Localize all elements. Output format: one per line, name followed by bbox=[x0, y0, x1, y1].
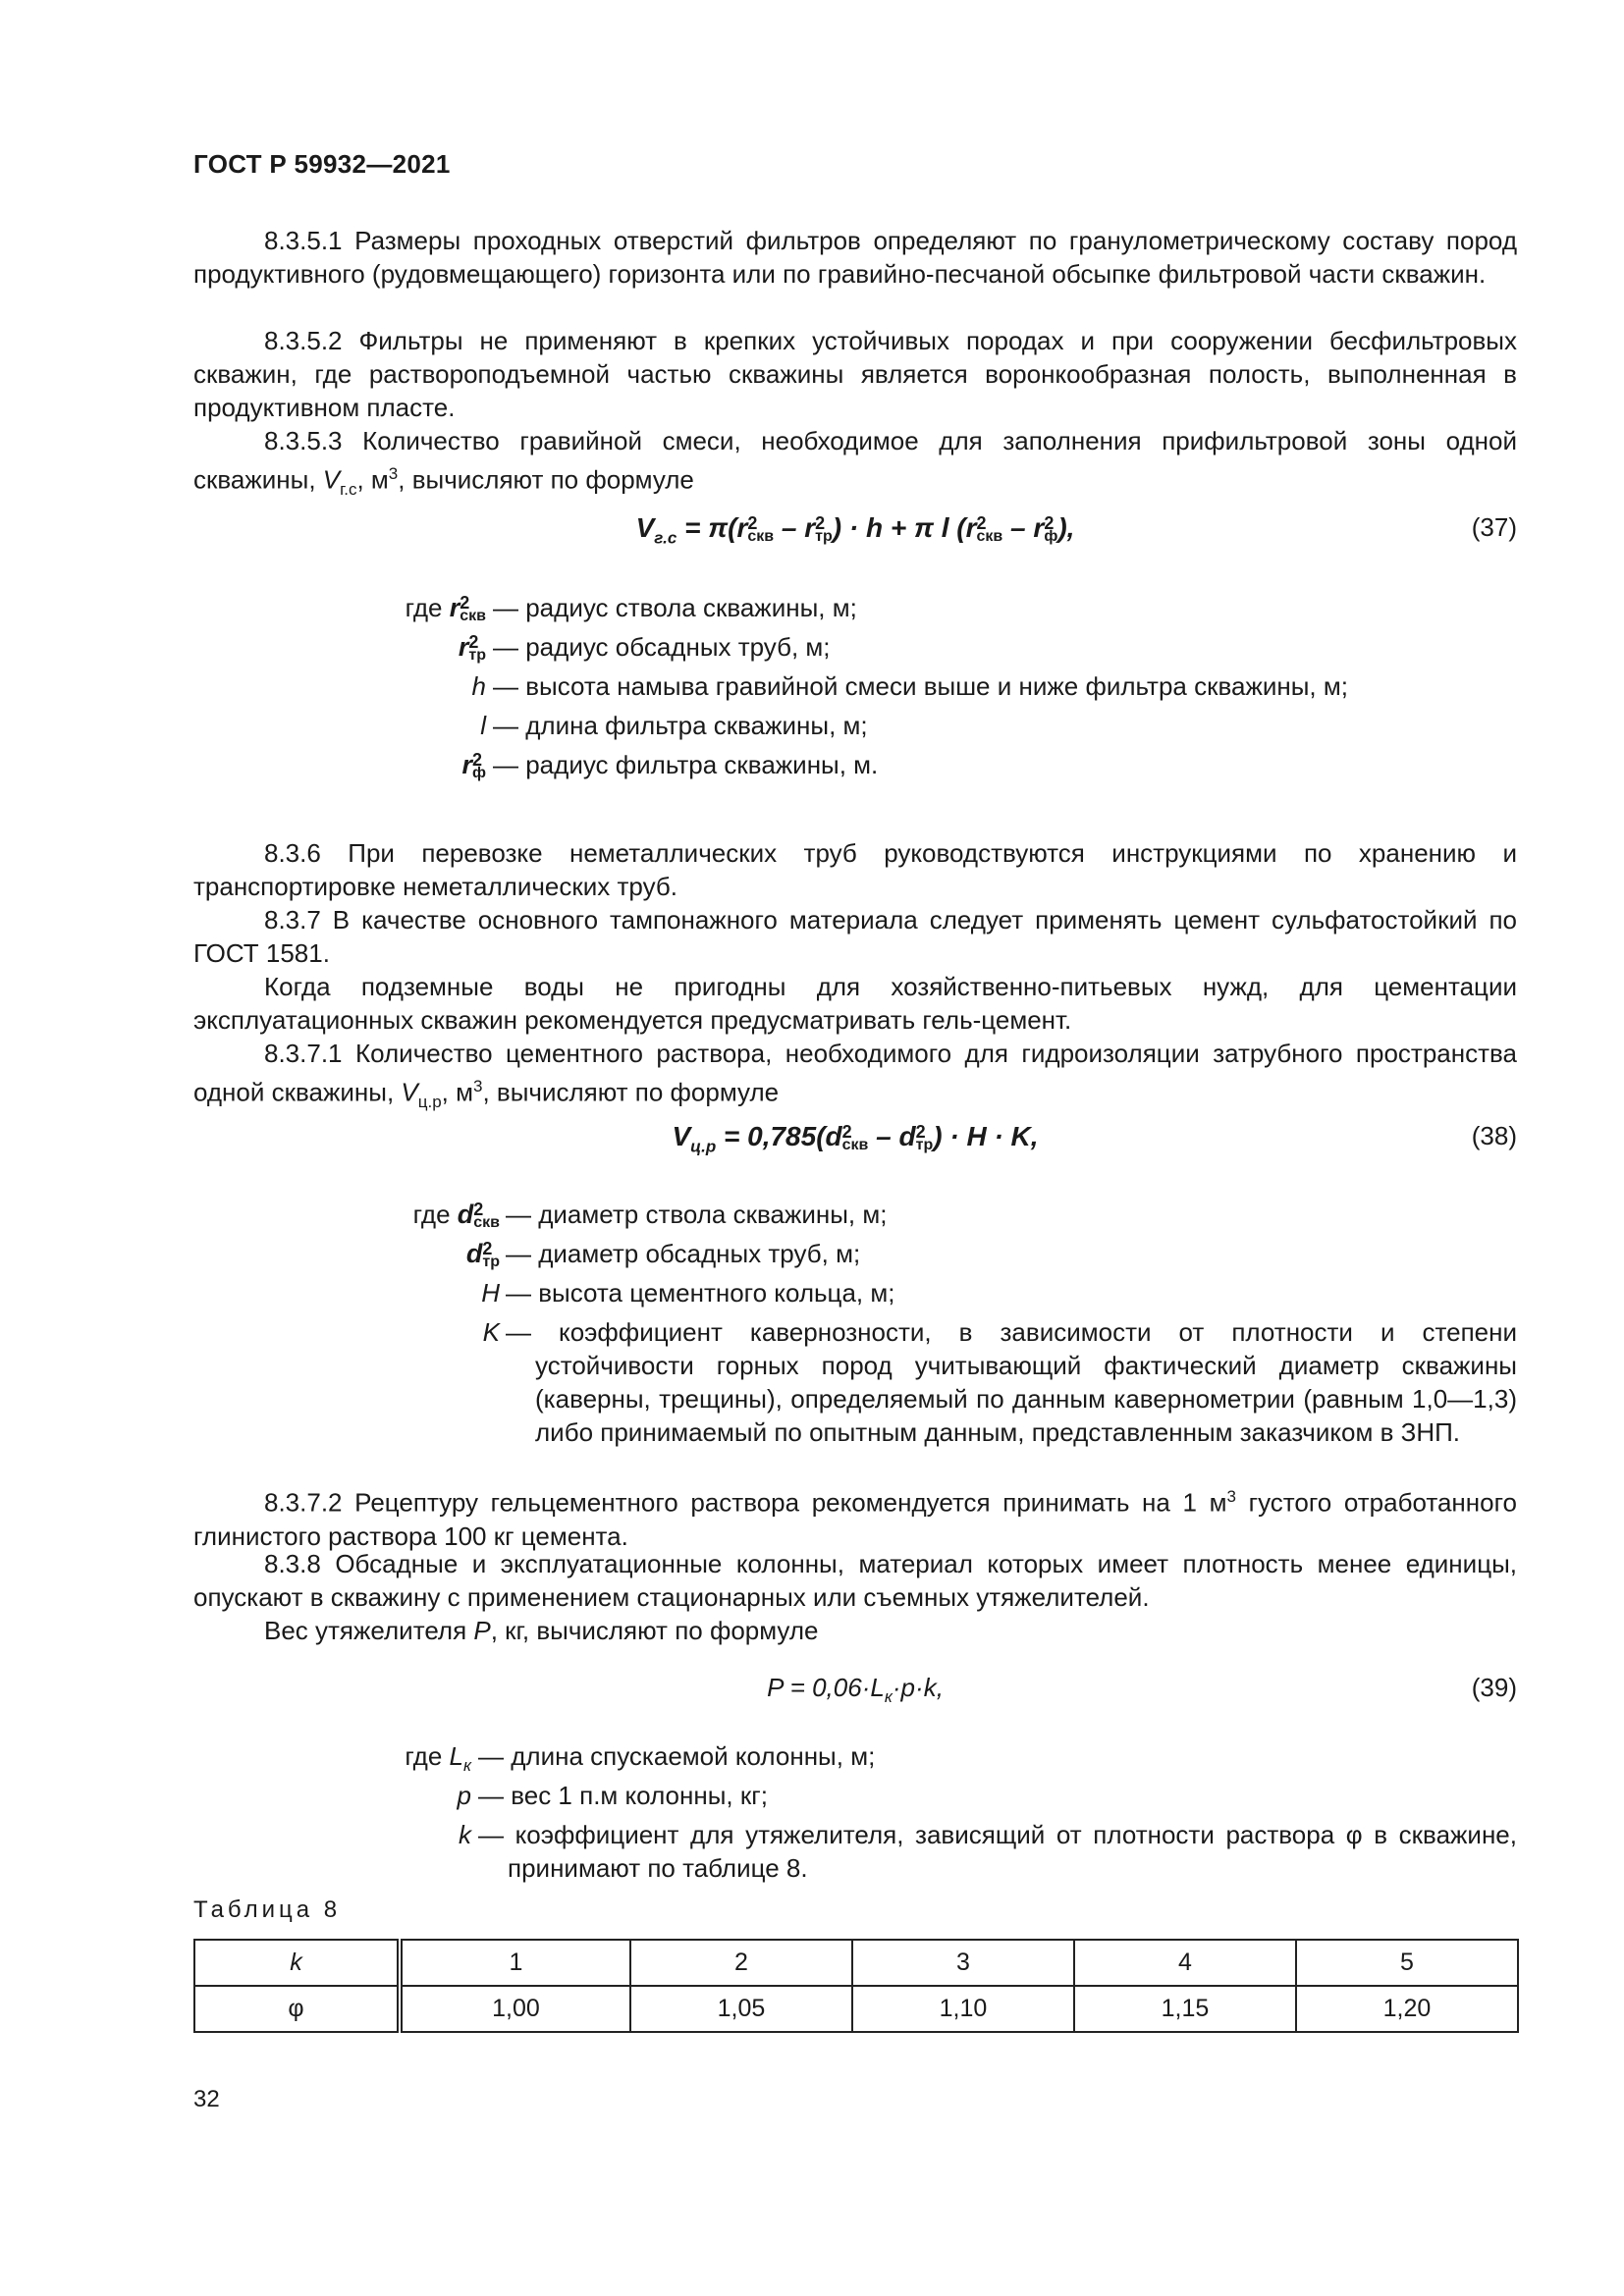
formula-38-number: (38) bbox=[1471, 1121, 1517, 1150]
where-item: K — коэффициент кавернозности, в зависимости от плотности и степени устойчивости горных пород учитывающий фактический диаметр скважины (каверны, трещины), определяемый по данным кавернометрии (равным 1,0—1,3) либо принимаемый по опытным данным, представленным заказчиком в ЗНП. bbox=[482, 1317, 1517, 1447]
table-cell: 1,05 bbox=[630, 1986, 852, 2032]
table-cell: 1,00 bbox=[400, 1986, 630, 2032]
where-item: r 2 тр — радиус обсадных труб, м; bbox=[458, 632, 831, 665]
formula-39-number: (39) bbox=[1471, 1673, 1517, 1702]
paragraph-8-3-7-1: 8.3.7.1 Количество цементного раствора, необходимого для гидроизоляции затрубного пространства одной скважины, $V_{ц.р}$, $м^3$, вычисляют по формуле bbox=[193, 1039, 1517, 1111]
table-cell: φ bbox=[194, 1986, 400, 2032]
formula-38 bbox=[193, 1121, 1517, 1160]
table-cell: 1 bbox=[400, 1940, 630, 1986]
document-header: ГОСТ Р 59932—2021 bbox=[193, 149, 451, 179]
page-number: 32 bbox=[193, 2086, 220, 2112]
formula-39-expression: $P = 0,06\cdot L_к\cdot p\cdot k$, bbox=[767, 1673, 944, 1707]
table-cell: 1,10 bbox=[852, 1986, 1074, 2032]
where-item: r 2 ф — радиус фильтра скважины, м. bbox=[461, 750, 879, 782]
where-item: где r 2 скв — радиус ствола скважины, м; bbox=[405, 593, 857, 625]
where-list-38 bbox=[193, 1198, 1517, 1455]
table-cell: 1,20 bbox=[1296, 1986, 1518, 2032]
table-cell: 2 bbox=[630, 1940, 852, 1986]
table-8 bbox=[193, 1939, 1519, 2033]
paragraph-gel-cement: Когда подземные воды не пригодны для хозяйственно-питьевых нужд, для цементации эксплуатационных скважин рекомендуется предусматривать гель-цемент. bbox=[193, 972, 1517, 1035]
paragraph-8-3-5-2: 8.3.5.2 Фильтры не применяют в крепких устойчивых породах и при сооружении бесфильтровых скважин, где раствороподъемной частью скважины является воронкообразная полость, выполненная в продуктивном пласте. bbox=[193, 326, 1517, 422]
paragraph-8-3-7: 8.3.7 В качестве основного тампонажного материала следует применять цемент сульфатостойкий по ГОСТ 1581. bbox=[193, 905, 1517, 968]
where-item: p — вес 1 п.м колонны, кг; bbox=[457, 1781, 768, 1810]
where-item: k — коэффициент для утяжелителя, зависящий от плотности раствора φ в скважине, принимают по таблице 8. bbox=[459, 1820, 1517, 1883]
paragraph-8-3-6: 8.3.6 При перевозке неметаллических труб руководствуются инструкциями по хранению и транспортировке неметаллических труб. bbox=[193, 838, 1517, 901]
paragraph-8-3-5-3: 8.3.5.3 Количество гравийной смеси, необходимое для заполнения прифильтровой зоны одной скважины, $V_{г.с}$, $м^3$, вычисляют по формуле bbox=[193, 426, 1517, 499]
table-cell: 3 bbox=[852, 1940, 1074, 1986]
formula-37-expression: $V_{г.с} = \pi(r$ 2 скв – r 2 тр ) · h + π l (r 2 скв – r 2 ф ), bbox=[635, 512, 1075, 548]
formula-37-number: (37) bbox=[1471, 512, 1517, 542]
formula-38-expression: $V_{ц.р} = 0,785(d$ 2 скв – d 2 тр ) · H · K, bbox=[672, 1121, 1039, 1156]
where-item: d 2 тр — диаметр обсадных труб, м; bbox=[465, 1239, 861, 1271]
table-cell: 5 bbox=[1296, 1940, 1518, 1986]
paragraph-weight: Вес утяжелителя P, кг, вычисляют по формуле bbox=[264, 1616, 819, 1645]
table-cell: 1,15 bbox=[1074, 1986, 1296, 2032]
table-row bbox=[194, 1940, 1518, 1986]
where-item: где d 2 скв — диаметр ствола скважины, м; bbox=[412, 1200, 888, 1232]
where-item: H — высота цементного кольца, м; bbox=[481, 1278, 895, 1308]
where-item: h — высота намыва гравийной смеси выше и ниже фильтра скважины, м; bbox=[471, 671, 1348, 701]
table-cell: k bbox=[194, 1940, 400, 1986]
paragraph-8-3-7-2: 8.3.7.2 Рецептуру гельцементного раствора рекомендуется принимать на 1 $м^3$ густого отработанного глинистого раствора 100 кг цемента. bbox=[193, 1487, 1517, 1551]
formula-37 bbox=[193, 512, 1517, 552]
paragraph-8-3-8: 8.3.8 Обсадные и эксплуатационные колонны, материал которых имеет плотность менее единицы, опускают в скважину с применением стационарных или съемных утяжелителей. bbox=[193, 1549, 1517, 1612]
paragraph-8-3-5-1: 8.3.5.1 Размеры проходных отверстий фильтров определяют по гранулометрическому составу пород продуктивного (рудовмещающего) горизонта или по гравийно-песчаной обсыпке фильтровой части скважин. bbox=[193, 226, 1517, 289]
where-list-37 bbox=[193, 591, 1517, 787]
where-item: l — длина фильтра скважины, м; bbox=[480, 711, 868, 740]
table-cell: 4 bbox=[1074, 1940, 1296, 1986]
table-caption: Таблица 8 bbox=[193, 1896, 342, 1923]
table-row bbox=[194, 1986, 1518, 2032]
where-item: где $L_к$ — длина спускаемой колонны, м; bbox=[405, 1741, 876, 1776]
where-list-39 bbox=[193, 1739, 1517, 1891]
formula-39 bbox=[193, 1673, 1517, 1712]
